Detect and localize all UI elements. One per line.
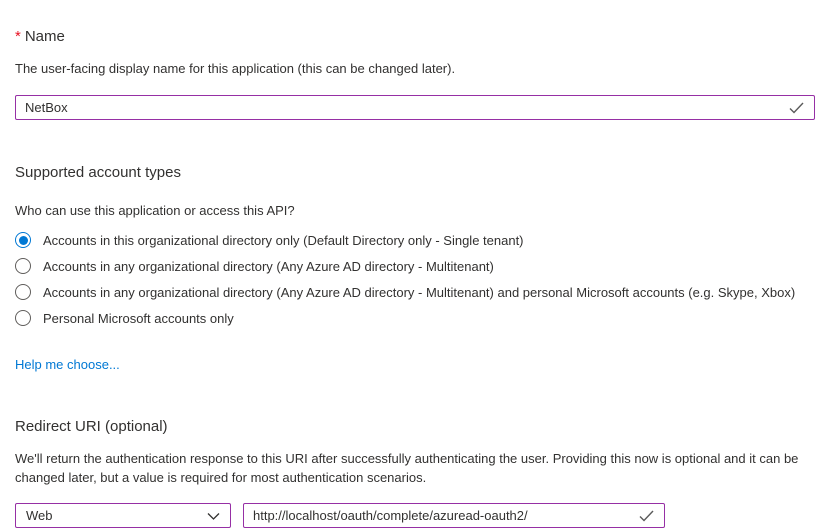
radio-option-personal-only[interactable]	[15, 305, 815, 331]
radio-option-label: Accounts in this organizational directory only (Default Directory only - Single tenant)	[43, 232, 524, 248]
account-types-section-title: Supported account types	[15, 164, 181, 181]
radio-selected-icon	[15, 232, 31, 248]
name-section-title-text: Name	[24, 28, 65, 45]
redirect-uri-section-title: Redirect URI (optional)	[15, 418, 168, 435]
platform-select-value: Web	[26, 508, 53, 523]
account-types-radio-group	[15, 227, 815, 331]
name-input[interactable]	[16, 96, 789, 119]
name-description: The user-facing display name for this application (this can be changed later).	[15, 61, 456, 76]
radio-option-label: Accounts in any organizational directory (Any Azure AD directory - Multitenant) and personal Microsoft accounts (e.g. Skype, Xbox)	[43, 284, 796, 300]
account-types-question: Who can use this application or access this API?	[15, 203, 295, 218]
radio-unselected-icon	[15, 310, 31, 326]
radio-option-multitenant-personal[interactable]	[15, 279, 815, 305]
help-me-choose-link[interactable]: Help me choose...	[15, 357, 120, 372]
radio-option-label: Personal Microsoft accounts only	[43, 310, 234, 326]
required-asterisk: *	[15, 28, 21, 45]
radio-unselected-icon	[15, 258, 31, 274]
radio-option-label: Accounts in any organizational directory (Any Azure AD directory - Multitenant)	[43, 258, 494, 274]
valid-check-icon	[789, 102, 814, 114]
radio-option-multitenant[interactable]	[15, 253, 815, 279]
radio-option-single-tenant[interactable]	[15, 227, 815, 253]
name-input-container	[15, 95, 815, 120]
redirect-uri-description: We'll return the authentication response to this URI after successfully authenticating the user. Providing this now is optional and it can be changed later, but a value is required for most authentication scenarios.	[15, 451, 799, 485]
name-section-title	[15, 27, 815, 47]
radio-unselected-icon	[15, 284, 31, 300]
